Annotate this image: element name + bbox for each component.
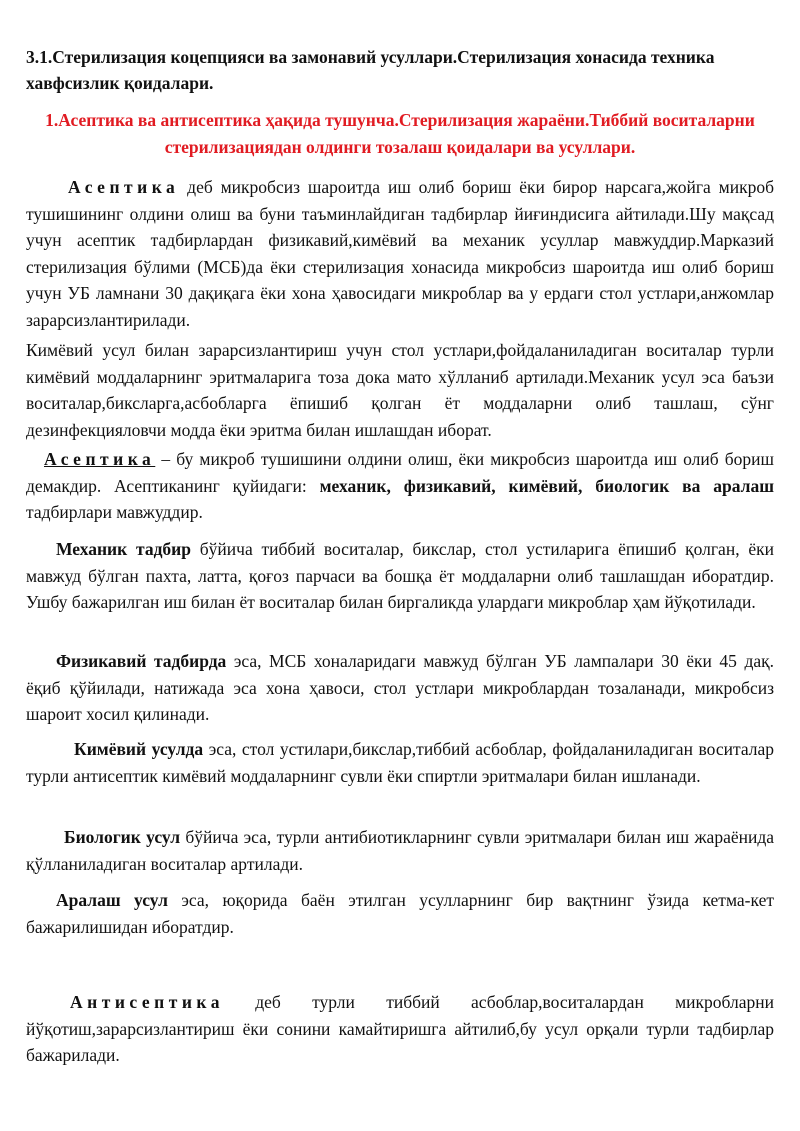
measures-list: механик, физикавий, кимёвий, биологик ва аралаш	[319, 475, 774, 496]
paragraph-asepsis-definition	[26, 174, 774, 333]
paragraph-biological	[26, 824, 774, 877]
term-mixed: Аралаш усул	[56, 890, 168, 910]
term-chemical: Кимёвий усулда	[74, 739, 204, 759]
paragraph-text: эса, стол устилари,бикслар,тиббий асбоблар, фойдаланиладиган воситалар турли антисептик кимёвий моддаларнинг сувли ёки спиртли эритмалари билан ишланади.	[26, 739, 775, 786]
paragraph-mechanical	[26, 536, 774, 616]
paragraph-mixed	[26, 887, 774, 940]
term-biological: Биологик усул	[64, 827, 181, 847]
paragraph-text: – бу микроб тушишини олдини олиш, ёки микробсиз шароитда иш олиб бориш демакдир. Асептиканинг қуйидаги:	[26, 449, 774, 496]
paragraph-chemical-method	[26, 337, 774, 443]
paragraph-text: тадбирлари мавжуддир.	[26, 502, 203, 522]
paragraph-text: деб микробсиз шароитда иш олиб бориш ёки бирор нарсага,жойга микроб тушишининг олдини олиш ва буни таъминлайдиган тадбирлар йиғиндисига айтилади.Шу мақсад учун асептик тадбирлардан физикавий,кимёвий ва механик усуллар мавжуддир.Марказий стерилизация бўлими (МСБ)да ёки стерилизация хонасида микробсиз шароитда иш олиб бориш учун УБ ламнани 30 дақиқага ёки хона ҳавосидаги микроблар ва у ердаги стол устлари,анжомлар зарарсизлантирилади.	[26, 177, 774, 330]
paragraph-text: Кимёвий усул билан зарарсизлантириш учун стол устлари,фойдаланиладиган воситалар турли кимёвий моддаларнинг эритмаларига тоза дока мато хўлланиб артилади.Механик усул эса баъзи воситалар,биксларга,асбобларга ёпишиб қолган ёт моддаларни олиб ташлаш, сўнг дезинфекцияловчи модда ёки эритма билан ишлашдан иборат.	[26, 340, 774, 440]
paragraph-text: бўйича эса, турли антибиотикларнинг сувли эритмалари билан иш жараёнида қўлланиладиган воситалар артилади.	[26, 827, 775, 874]
term-antisepsis: Антисептика	[70, 992, 224, 1012]
paragraph-physical	[26, 648, 774, 728]
term-asepsis: Асептика	[68, 177, 180, 197]
paragraph-chemical	[26, 736, 774, 789]
term-physical: Физикавий тадбирда	[56, 651, 227, 671]
term-mechanical: Механик тадбир	[56, 539, 191, 559]
paragraph-text: бўйича тиббий воситалар, бикслар, стол устиларига ёпишиб қолган, ёки мавжуд бўлган пахта, латта, қоғоз парчаси ва бошқа ёт моддаларни олиб ташлашдан иборатдир. Ушбу бажарилган иш билан ёт воситалар билан биргаликда улардаги микроблар ҳам йўқотилади.	[26, 539, 774, 612]
paragraph-text: деб турли тиббий асбоблар,воситалардан микробларни йўқотиш,зарарсизлантириш ёки сонини камайтиришга айтилиб,бу усул орқали турли тадбирлар бажарилади.	[26, 992, 774, 1065]
section-heading: 3.1.Стерилизация коцепцияси ва замонавий усуллари.Стерилизация хонасида техника хавфсизлик қоидалари.	[26, 47, 715, 93]
subsection-heading: 1.Асептика ва антисептика ҳақида тушунча.Стерилизация жараёни.Тиббий воситаларни стерилизациядан олдинги тозалаш қоидалари ва усуллари.	[45, 110, 755, 157]
paragraph-text: эса, юқорида баён этилган усулларнинг бир вақтнинг ўзида кетма-кет бажарилишидан иборатдир.	[26, 890, 774, 937]
paragraph-antisepsis-definition	[26, 989, 774, 1069]
term-asepsis-underlined: Асептика	[44, 449, 156, 469]
paragraph-text: эса, МСБ хоналаридаги мавжуд бўлган УБ лампалари 30 ёки 45 дақ. ёқиб қўйилади, натижада эса хона ҳавоси, стол устлари микроблардан тозаланади, микробсиз шароит хосил қилинади.	[26, 651, 774, 724]
paragraph-asepsis-measures	[26, 446, 774, 526]
